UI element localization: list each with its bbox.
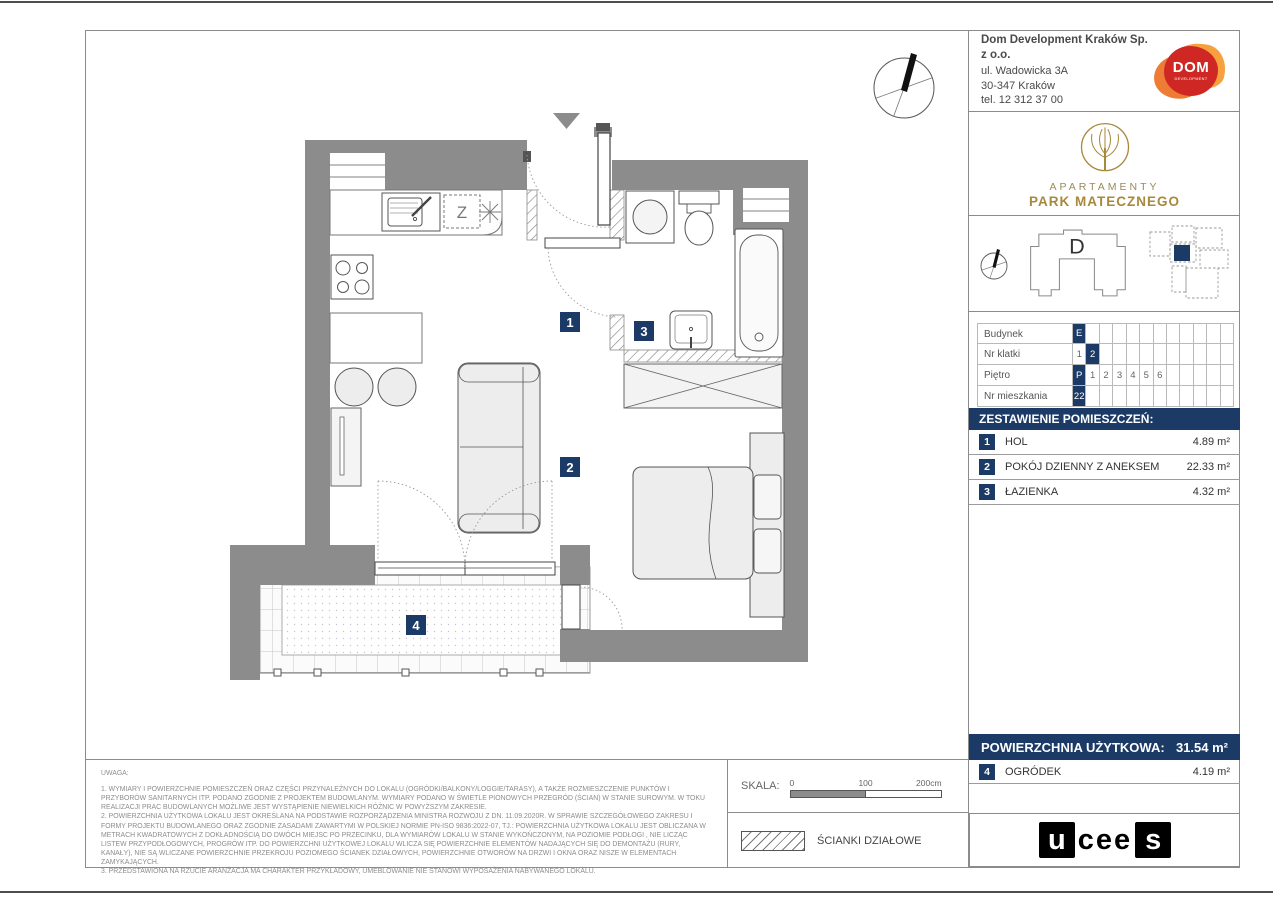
unit-table-cell (1086, 323, 1099, 344)
unit-table-cell (1221, 323, 1234, 344)
note-2: 2. POWIERZCHNIA UŻYTKOWA LOKALU JEST OKREŚLANA NA PODSTAWIE ROZPORZĄDZENIA MINISTRA ROZWOJU Z DN. 11.09.2020R. W SPRAWIE SZCZEGÓŁOWEGO ZAKRESU I FORMY PROJEKTU BUDOWLANEGO ORAZ ZGODNIE ZASADAMI ZAWARTYMI W POLSKIEJ NORMIE PN-ISO 9836:2022-07, TJ.: POWIERZCHNIA UŻYTKOWA LOKALU JEST OBLICZANA W METRACH KWADRATOWYCH Z DOKŁADNOŚCIĄ DO DWÓCH MIEJSC PO PRZECINKU, DLA WYMIARÓW LOKALU W STANIE WYKOŃCZONYM, NA POZIOMIE PODŁOGI , NIE LICZĄC LISTEW PRZYPODŁOGOWYCH, PROGRÓW ITP. DO POWIERZCHNI UŻYTKOWEJ LOKALU WLICZA SIĘ POWIERZCHNIE ELEMENTÓW NADAJĄCYCH SIĘ DO DEMONTAŻU (RURY, KANAŁY), NIE SĄ WLICZANE POWIERZCHNIE PRZEKROJU POZIOMEGO ŚCIANEK DZIAŁOWYCH, POWIERZCHNIE OTWORÓW NA DRZWI I OKNA ORAZ NISZE W ELEMENTACH ZAMYKAJĄCYCH. (101, 813, 706, 866)
unit-table-cell (1086, 386, 1099, 407)
company-address1: ul. Wadowicka 3A (981, 64, 1069, 77)
unit-table-cell: 1 (1086, 365, 1099, 386)
unit-table-cell (1180, 386, 1193, 407)
unit-table-cell (1113, 344, 1126, 365)
unit-highlight (1174, 245, 1190, 261)
kitchen-island (330, 313, 422, 363)
shaft-wardrobe (624, 364, 782, 408)
sheet-top-rule (0, 1, 1273, 3)
scale-bar (790, 778, 942, 804)
room-area: 22.33 m² (1186, 461, 1230, 473)
svg-text:4: 4 (412, 618, 420, 633)
washing-machine (626, 191, 674, 243)
unit-table-label: Budynek (977, 323, 1073, 344)
unit-table-label: Nr klatki (977, 344, 1073, 365)
scale-label: SKALA: (741, 780, 780, 792)
unit-table-row (977, 323, 1234, 344)
unit-table-cell: 2 (1100, 365, 1113, 386)
project-brand (969, 112, 1240, 216)
room-area: 4.32 m² (1192, 486, 1230, 498)
room-number-badge: 1 (979, 434, 995, 450)
unit-table-cell (1167, 344, 1180, 365)
building-locator (969, 216, 1240, 312)
room-row-ogrodek (969, 760, 1240, 784)
stool (378, 368, 416, 406)
unit-table-cell (1221, 344, 1234, 365)
dom-development-logo (1154, 40, 1226, 102)
room-name: HOL (1005, 436, 1028, 448)
company-name: Dom Development Kraków Sp. z o.o. (981, 33, 1148, 62)
brand-line2: PARK MATECZNEGO (1029, 193, 1180, 209)
rooms-table-header: ZESTAWIENIE POMIESZCZEŃ: (969, 408, 1240, 430)
room-name: POKÓJ DZIENNY Z ANEKSEM (1005, 461, 1160, 473)
unit-table-cell (1113, 323, 1126, 344)
bath-sink (670, 311, 712, 349)
svg-text:1: 1 (566, 315, 574, 330)
scale-tick-100: 100 (858, 778, 873, 788)
room-number-badge: 4 (979, 764, 995, 780)
garden-door (562, 585, 622, 629)
usable-area-label: POWIERZCHNIA UŻYTKOWA: (981, 739, 1165, 755)
usable-area-value: 31.54 m² (1175, 739, 1228, 755)
unit-table-cell (1100, 344, 1113, 365)
hob-symbol-icon (479, 201, 501, 223)
floor-plan (230, 105, 830, 700)
ucees-logo-box (969, 813, 1240, 867)
company-phone: tel. 12 312 37 00 (981, 94, 1063, 107)
note-3: 3. PRZEDSTAWIONA NA RZUCIE ARANŻACJA MA CHARAKTER PRZYKŁADOWY, UMEBLOWANIE NIE STANOWI WYPOSAŻENIA NABYWANEGO LOKALU. (101, 868, 596, 876)
unit-table-cell (1194, 386, 1207, 407)
ucees-logo (1039, 822, 1171, 858)
unit-table-cell (1127, 344, 1140, 365)
unit-table-cell (1207, 344, 1220, 365)
unit-table-cell: P (1073, 365, 1086, 386)
unit-table-cell: 22 (1073, 386, 1086, 407)
sofa (458, 363, 540, 533)
svg-text:3: 3 (640, 324, 648, 339)
unit-table-label: Piętro (977, 365, 1073, 386)
unit-table-cell: 3 (1113, 365, 1126, 386)
unit-table-cell: 2 (1086, 344, 1099, 365)
compass-small-icon (975, 243, 1015, 285)
room-row-hol (969, 430, 1240, 455)
usable-area-bar (969, 734, 1240, 760)
unit-table-cell: 5 (1140, 365, 1153, 386)
stove (331, 255, 373, 299)
ucees-s: s (1135, 822, 1171, 858)
unit-table-cell (1194, 365, 1207, 386)
ucees-cee: cee (1077, 823, 1133, 856)
scale-tick-0: 0 (789, 778, 795, 788)
unit-table-cell (1100, 323, 1113, 344)
pillow (754, 529, 781, 573)
hall-door (545, 238, 620, 317)
unit-table-cell: 1 (1073, 344, 1086, 365)
info-sidebar (968, 30, 1240, 868)
unit-table-row (977, 365, 1234, 386)
scale-box (728, 759, 968, 813)
unit-table-cell (1180, 365, 1193, 386)
unit-table-cell (1167, 323, 1180, 344)
keyplan-unit-locator (1144, 224, 1234, 304)
sheet-bottom-rule (0, 891, 1273, 893)
partition-legend-label: ŚCIANKI DZIAŁOWE (817, 834, 922, 847)
ucees-u: u (1039, 822, 1075, 858)
note-1: 1. WYMIARY I POWIERZCHNIE POMIESZCZEŃ ORAZ CZĘŚCI PRZYNALEŻNYCH DO LOKALU (OGRÓDKI/BALKONY/LOGGIE/TARASY), A TAKŻE ROZMIESZCZENIE PUNKTÓW I PRZYBORÓW SANITARNYCH ITP. PODANO ZGODNIE Z PROJEKTEM BUDOWLANYM. WYMIARY PODANO W ŚWIETLE PIONOWYCH PRZEGRÓD (ŚCIAN) W STANIE SUROWYM. W TOKU REALIZACJI PRAC BUDOWLANYCH MOŻLIWE JEST WYSTĄPIENIE NIEWIELKICH RÓŻNIC W POWYŻSZYM ZAKRESIE. (101, 786, 705, 812)
room-row-pokoj (969, 455, 1240, 480)
unit-table-cell (1207, 323, 1220, 344)
svg-text:2: 2 (566, 460, 574, 475)
brand-line1: APARTAMENTY (1049, 180, 1160, 193)
kitchen-sink (382, 193, 440, 231)
unit-table-cell (1207, 386, 1220, 407)
svg-text:Z: Z (456, 203, 468, 222)
unit-table-cell (1221, 365, 1234, 386)
unit-table-cell (1127, 386, 1140, 407)
unit-table-cell: 6 (1154, 365, 1167, 386)
unit-table-label: Nr mieszkania (977, 386, 1073, 407)
unit-table-cell (1167, 386, 1180, 407)
pillow (754, 475, 781, 519)
toilet (679, 191, 719, 245)
partition-hatch-swatch (741, 831, 805, 851)
unit-table-cell: 4 (1127, 365, 1140, 386)
scale-segment-light (865, 790, 942, 798)
unit-table-cell (1167, 365, 1180, 386)
tree-logo-icon (1074, 119, 1136, 179)
scale-segment-dark (790, 790, 866, 798)
bed (633, 433, 784, 617)
unit-table-cell (1113, 386, 1126, 407)
room-area: 4.89 m² (1192, 436, 1230, 448)
north-compass-icon (856, 46, 956, 126)
svg-text:D: D (1068, 233, 1085, 259)
notes-box (85, 759, 728, 876)
unit-table-cell (1180, 323, 1193, 344)
room-name: ŁAZIENKA (1005, 486, 1059, 498)
stool (335, 368, 373, 406)
unit-table-cell (1154, 323, 1167, 344)
unit-table-cell (1194, 344, 1207, 365)
unit-table-cell (1207, 365, 1220, 386)
unit-table-cell (1140, 386, 1153, 407)
unit-table-cell (1127, 323, 1140, 344)
unit-table-cell (1180, 344, 1193, 365)
entrance-arrow-icon (553, 113, 580, 129)
room-row-lazienka (969, 480, 1240, 505)
unit-table-cell (1194, 323, 1207, 344)
unit-table-cell (1140, 323, 1153, 344)
scale-tick-200: 200cm (916, 778, 942, 788)
unit-table-cell: E (1073, 323, 1086, 344)
legend-box (728, 813, 968, 868)
company-address2: 30-347 Kraków (981, 79, 1055, 92)
unit-location-table (969, 312, 1240, 408)
unit-table-cell (1100, 386, 1113, 407)
developer-info (969, 30, 1240, 112)
unit-table-cell (1154, 344, 1167, 365)
room-number-badge: 3 (979, 484, 995, 500)
radiator (331, 408, 361, 486)
building-outline (1028, 228, 1132, 300)
room-name: OGRÓDEK (1005, 765, 1062, 778)
notes-title: UWAGA: (101, 770, 129, 777)
unit-table-cell (1154, 386, 1167, 407)
unit-table-cell (1140, 344, 1153, 365)
unit-table-row (977, 344, 1234, 365)
bathtub (735, 229, 783, 357)
room-number-badge: 2 (979, 459, 995, 475)
logo-blob-red: DOM DEVELOPMENT (1164, 46, 1218, 96)
room-area: 4.19 m² (1192, 765, 1230, 778)
unit-table-cell (1221, 386, 1234, 407)
unit-table-row (977, 386, 1234, 407)
